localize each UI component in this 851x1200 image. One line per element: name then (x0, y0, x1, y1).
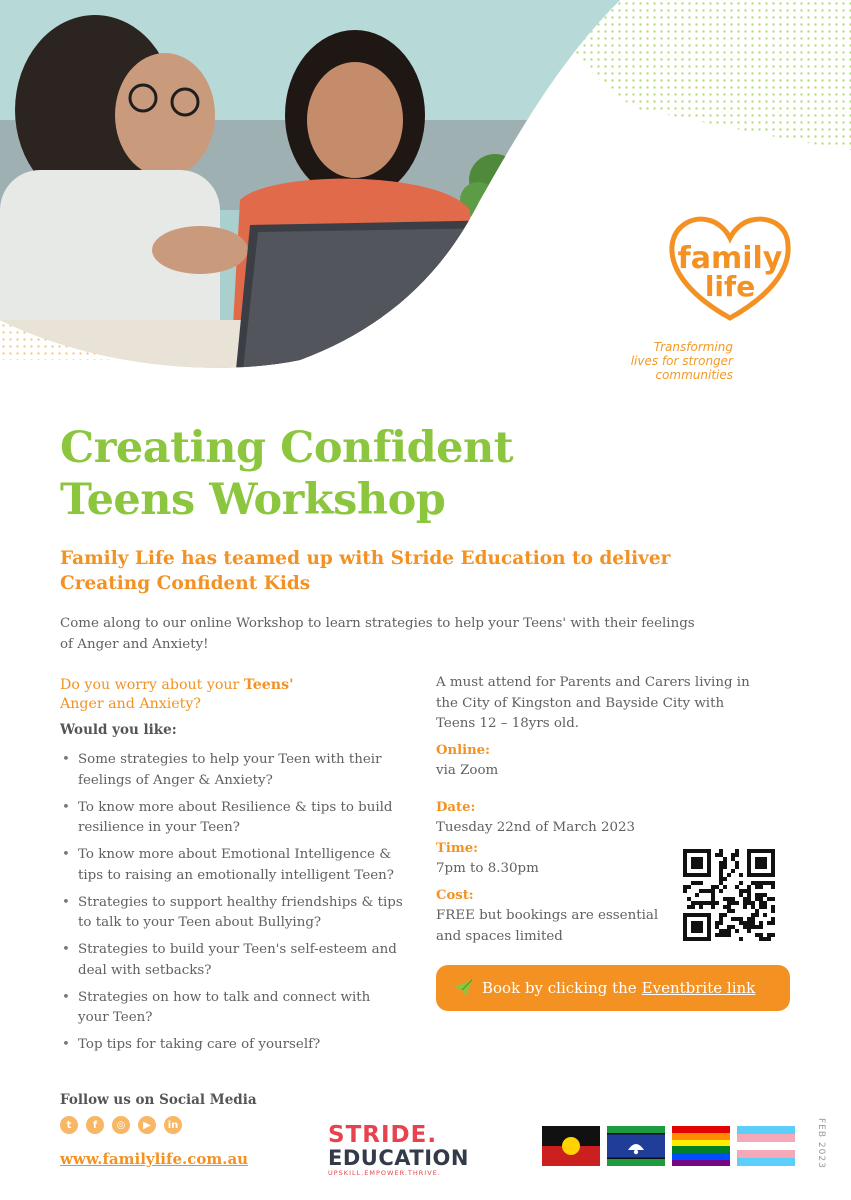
attend-line: the City of Kingston and Bayside City with (436, 695, 725, 711)
worry-line-2: Anger and Anxiety? (60, 696, 201, 712)
social-links (60, 1116, 182, 1134)
logo-text-bottom: life (704, 270, 756, 303)
list-item-line: resilience in your Teen? (78, 820, 240, 835)
title-line: Creating Confident (60, 423, 514, 473)
tagline-line: Transforming (653, 340, 733, 354)
list-item-line: • Some strategies to help your Teen with their (78, 752, 382, 767)
page-subtitle (60, 546, 780, 596)
list-item-line: deal with setbacks? (78, 962, 212, 978)
list-item-line: • Strategies on how to talk and connect with (78, 989, 371, 1005)
stride-logo-bottom: EDUCATION (328, 1146, 469, 1170)
would-you-like-label: Would you like: (60, 722, 177, 738)
cost-value: and spaces limited (436, 928, 563, 944)
tagline-line: lives for stronger (630, 354, 733, 368)
list-item-line: • To know more about Emotional Intelligence & (78, 847, 392, 862)
website-link[interactable]: www.familylife.com.au (60, 1150, 249, 1168)
edition-label: FEB 2023 (816, 1118, 826, 1169)
aboriginal-flag-icon (542, 1126, 600, 1166)
list-item (60, 893, 420, 934)
list-item (60, 750, 420, 791)
worry-prefix: Do you worry about your (60, 677, 244, 693)
cost-label: Cost: (436, 887, 474, 903)
cost-value: FREE but bookings are essential (436, 908, 659, 923)
rainbow-flag-icon (672, 1126, 730, 1166)
flags-row (542, 1126, 795, 1166)
paper-plane-icon (452, 977, 474, 999)
transgender-flag-icon (737, 1126, 795, 1166)
date-label: Date: (436, 799, 476, 815)
brand-tagline (533, 340, 733, 382)
time-value: 7pm to 8.30pm (436, 861, 539, 876)
stride-logo-tagline: UPSKILL.EMPOWER.THRIVE. (328, 1169, 441, 1177)
torres-strait-flag-icon (607, 1126, 665, 1166)
intro-paragraph (60, 614, 760, 655)
list-item-line: • To know more about Resilience & tips to build (78, 799, 393, 815)
list-item (60, 1035, 420, 1056)
logo-text-top: family (677, 241, 783, 276)
list-item-line: tips to raising an emotionally intelligent Teen? (78, 867, 394, 883)
instagram-icon[interactable]: ◎ (112, 1116, 130, 1134)
worry-bold: Teens' (243, 677, 294, 693)
book-eventbrite-button[interactable] (436, 965, 790, 1011)
list-item (60, 988, 420, 1029)
intro-line: of Anger and Anxiety! (60, 636, 209, 652)
title-line: Teens Workshop (60, 475, 446, 525)
worry-line-1 (60, 676, 420, 695)
list-item (60, 940, 420, 981)
subtitle-line: Family Life has teamed up with Stride Education to deliver (60, 548, 671, 569)
list-item-line: • Top tips for taking care of yourself? (78, 1037, 321, 1052)
qr-code-icon (683, 849, 775, 941)
attend-line: Teens 12 – 18yrs old. (436, 716, 580, 731)
tagline-line: communities (655, 368, 733, 382)
list-item-line: • Strategies to build your Teen's self-esteem and (78, 942, 397, 957)
twitter-icon[interactable]: t (60, 1116, 78, 1134)
qr-code[interactable] (683, 849, 775, 941)
date-value: Tuesday 22nd of March 2023 (436, 820, 636, 835)
time-label: Time: (436, 840, 479, 856)
linkedin-icon[interactable]: in (164, 1116, 182, 1134)
follow-us-label: Follow us on Social Media (60, 1092, 257, 1108)
online-value: via Zoom (436, 763, 499, 778)
worry-heading (60, 676, 420, 714)
stride-logo-top: STRIDE. (328, 1122, 438, 1148)
intro-line: Come along to our online Workshop to learn strategies to help your Teens' with their feelings (60, 616, 695, 631)
facebook-icon[interactable]: f (86, 1116, 104, 1134)
youtube-icon[interactable]: ▶ (138, 1116, 156, 1134)
benefits-list (60, 750, 420, 1062)
family-life-logo (664, 212, 796, 324)
list-item (60, 845, 420, 886)
list-item-line: feelings of Anger & Anxiety? (78, 772, 273, 788)
stride-education-logo (328, 1124, 478, 1184)
heart-icon (664, 212, 796, 324)
list-item (60, 798, 420, 839)
subtitle-line: Creating Confident Kids (60, 573, 311, 594)
book-button-label: Book by clicking the (482, 979, 637, 997)
list-item-line: to talk to your Teen about Bullying? (78, 915, 322, 930)
online-label: Online: (436, 742, 490, 758)
eventbrite-link[interactable]: Eventbrite link (641, 979, 756, 997)
attend-line: A must attend for Parents and Carers living in (436, 675, 750, 690)
list-item-line: • Strategies to support healthy friendships & tips (78, 894, 403, 910)
list-item-line: your Teen? (78, 1010, 153, 1025)
page-title (60, 422, 660, 526)
